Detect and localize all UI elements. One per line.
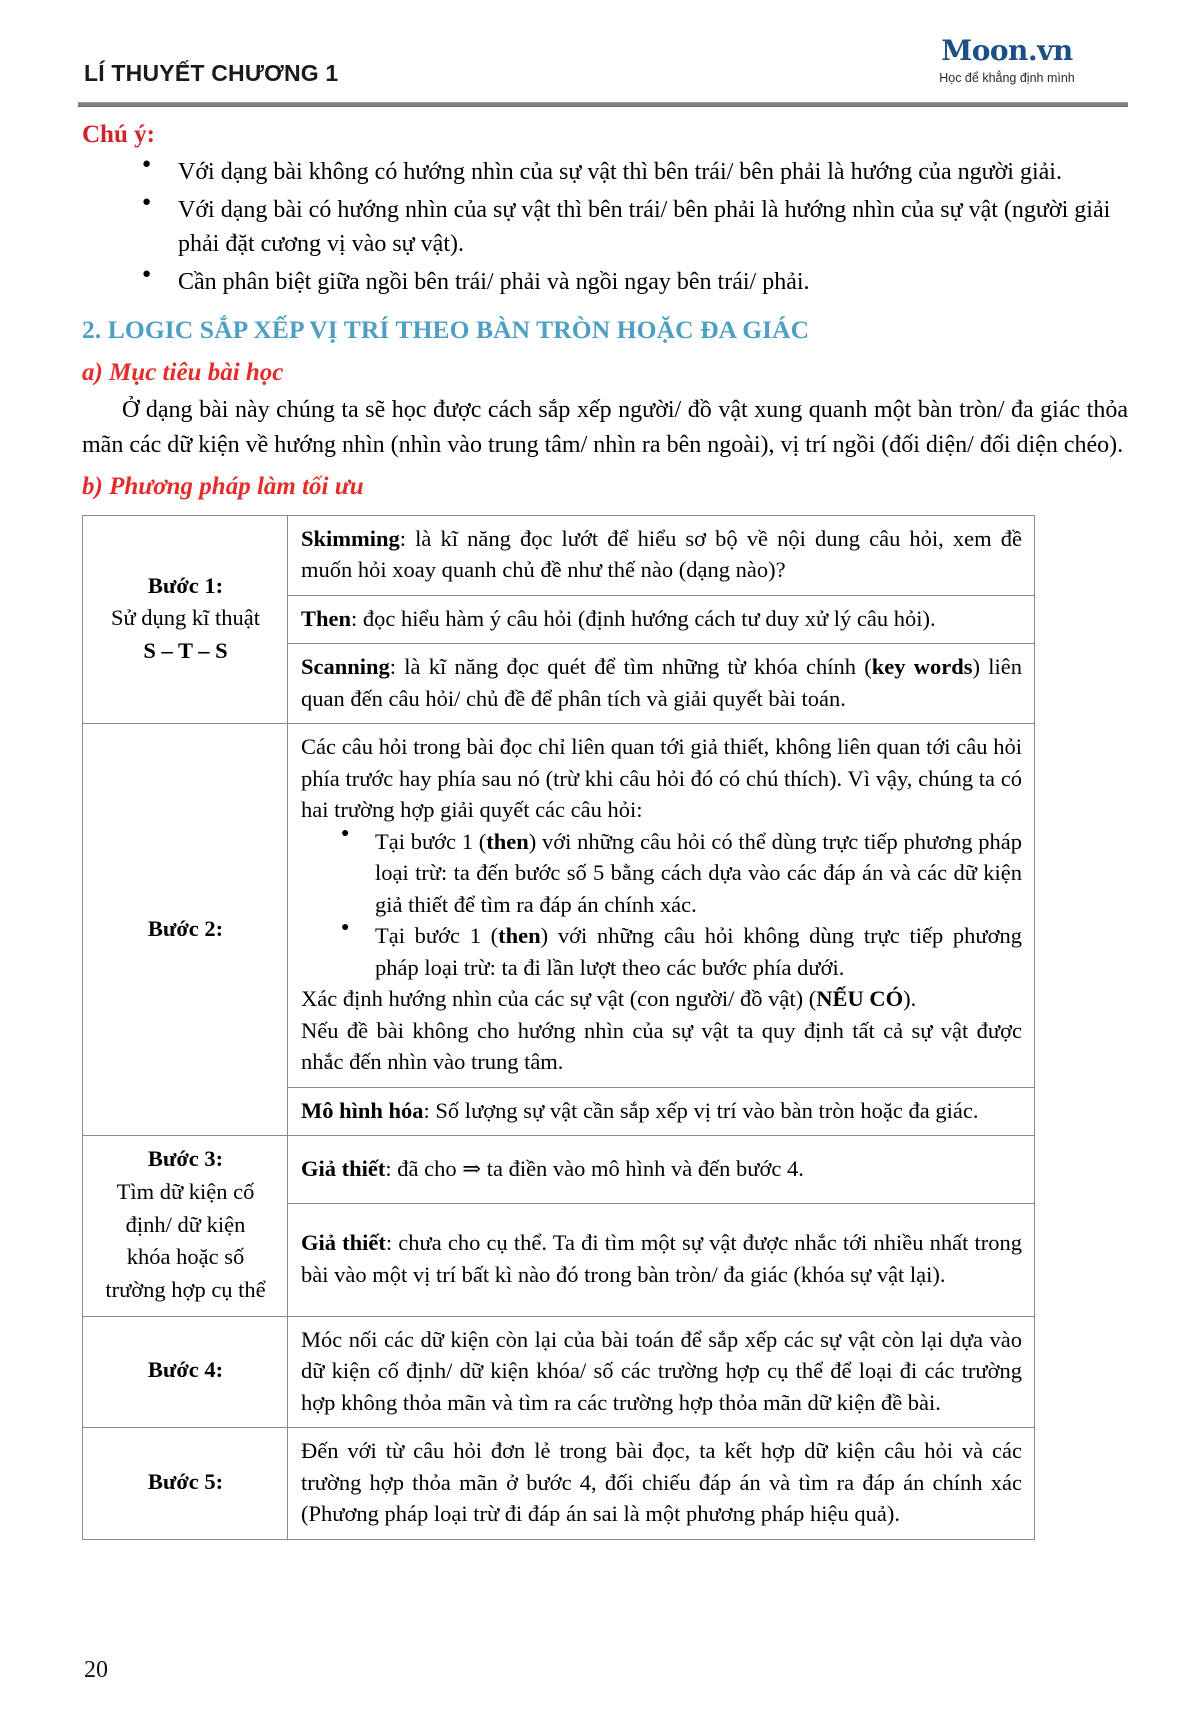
header-divider: [78, 102, 1128, 107]
step4-content-cell: [288, 1316, 1035, 1428]
step2-b1-part1: Tại bước 1 (: [375, 828, 487, 854]
step2-bullet-list: [301, 826, 1022, 984]
method-table: [82, 515, 1035, 1540]
page-number: 20: [84, 1657, 108, 1683]
subsection-heading-a: a) Mục tiêu bài học: [82, 359, 284, 387]
table-row: [83, 724, 1035, 1088]
scanning-term: Scanning: [301, 654, 390, 680]
step3-row1-cell: [288, 1136, 1035, 1204]
page-header: [78, 36, 1128, 98]
step3-label-sub3: khóa hoặc số: [126, 1244, 245, 1270]
skimming-term: Skimming: [301, 525, 400, 551]
scanning-desc-1: : là kĩ năng đọc quét để tìm những từ khóa chính (: [389, 654, 872, 680]
step3-label-main: Bước 3:: [147, 1146, 224, 1172]
step2-bullet-item: [335, 920, 1022, 983]
step2-label-cell: [83, 724, 288, 1136]
model-term: Mô hình hóa: [301, 1097, 424, 1123]
table-row: [83, 1316, 1035, 1428]
step5-label-main: Bước 5:: [147, 1468, 224, 1494]
scanning-keywords: key words: [871, 654, 973, 680]
table-row: [83, 515, 1035, 595]
subsection-heading-b: b) Phương pháp làm tối ưu: [82, 472, 364, 500]
hypothesis-given-desc: : đã cho ⇒ ta điền vào mô hình và đến bước 4.: [385, 1156, 804, 1182]
step2-b1-bold: then: [486, 828, 529, 854]
step2-line3-bold: NẾU CÓ: [816, 986, 904, 1012]
step1-label-sub2: S – T – S: [143, 637, 228, 663]
step3-label-sub4: trường hợp cụ thể: [105, 1276, 266, 1302]
hypothesis-given-term: Giả thiết: [301, 1156, 386, 1182]
brand-logo: [892, 36, 1122, 85]
model-desc: : Số lượng sự vật cần sắp xếp vị trí vào bàn tròn hoặc đa giác.: [423, 1097, 979, 1123]
step2-b2-part2: ) với những câu hỏi không dùng trực tiếp phương pháp loại trừ: ta đi lần lượt theo các bước phía dưới.: [375, 923, 1022, 980]
note-heading: Chú ý:: [82, 121, 155, 148]
step1-label-sub1: Sử dụng kĩ thuật: [110, 605, 261, 631]
hypothesis-unknown-desc: : chưa cho cụ thể. Ta đi tìm một sự vật được nhắc tới nhiều nhất trong bài vào một vị trí bất kì nào đó trong bàn tròn/ đa giác (khóa sự vật lại).: [301, 1230, 1022, 1287]
step3-label-cell: [83, 1136, 288, 1316]
note-bullet-list: [78, 155, 1128, 299]
chapter-title: LÍ THUYẾT CHƯƠNG 1: [84, 60, 339, 86]
step1-scanning-cell: [288, 644, 1035, 724]
step3-label-sub2: định/ dữ kiện: [125, 1211, 246, 1237]
table-row: [83, 1136, 1035, 1204]
note-bullet-item: ● Với dạng bài không có hướng nhìn của sự vật thì bên trái/ bên phải là hướng của người giải.: [134, 155, 1128, 189]
step2-intro: Các câu hỏi trong bài đọc chỉ liên quan tới giả thiết, không liên quan tới câu hỏi phía trước hay phía sau nó (trừ khi câu hỏi đó có chú thích). Vì vậy, chúng ta có hai trường hợp giải quyết các câu hỏi:: [301, 734, 1022, 823]
step2-main-cell: [288, 724, 1035, 1088]
step4-label-main: Bước 4:: [147, 1357, 224, 1383]
step2-b2-part1: Tại bước 1 (: [375, 923, 499, 949]
skimming-desc: : là kĩ năng đọc lướt để hiểu sơ bộ về nội dung câu hỏi, xem đề muốn hỏi xoay quanh chủ đề như thế nào (dạng nào)?: [301, 525, 1022, 583]
step4-label-cell: [83, 1316, 288, 1428]
step1-label-main: Bước 1:: [147, 572, 224, 598]
step2-line3-part1: Xác định hướng nhìn của các sự vật (con người/ đồ vật) (: [301, 986, 817, 1012]
brand-tagline: Học để khẳng định mình: [939, 71, 1075, 86]
note-bullet-item: ● Cần phân biệt giữa ngồi bên trái/ phải và ngồi ngay bên trái/ phải.: [134, 265, 1128, 299]
step2-line4: Nếu đề bài không cho hướng nhìn của sự vật ta quy định tất cả sự vật được nhắc đến nhìn vào trung tâm.: [301, 1017, 1022, 1075]
step1-then-cell: [288, 595, 1035, 644]
step1-label-cell: [83, 515, 288, 724]
step5-label-cell: [83, 1428, 288, 1540]
brand-name: Moon.vn: [941, 34, 1073, 67]
step2-line3-part2: ).: [903, 986, 917, 1012]
section-heading: 2. LOGIC SẮP XẾP VỊ TRÍ THEO BÀN TRÒN HOẶC ĐA GIÁC: [82, 315, 810, 345]
step2-label-main: Bước 2:: [147, 915, 224, 941]
scanning-desc-2: ) liên quan đến câu hỏi/ chủ đề để phân tích và giải quyết bài toán.: [301, 654, 1022, 711]
step2-b2-bold: then: [498, 923, 541, 949]
step2-line3: [301, 983, 1022, 1015]
step1-skimming-cell: [288, 515, 1035, 595]
step2-model-cell: [288, 1087, 1035, 1136]
step3-label-sub1: Tìm dữ kiện cố: [116, 1179, 255, 1205]
then-desc: : đọc hiểu hàm ý câu hỏi (định hướng cách tư duy xử lý câu hỏi).: [351, 605, 936, 631]
then-term: Then: [301, 605, 352, 631]
table-row: [83, 1428, 1035, 1540]
hypothesis-unknown-term: Giả thiết: [301, 1230, 386, 1256]
step5-content-cell: [288, 1428, 1035, 1540]
step2-bullet-item: [335, 826, 1022, 921]
step3-row2-cell: [288, 1204, 1035, 1316]
note-bullet-item: ● Với dạng bài có hướng nhìn của sự vật thì bên trái/ bên phải là hướng nhìn của sự vật (người giải phải đặt cương vị vào sự vật).: [134, 193, 1128, 261]
step2-b1-part2: ) với những câu hỏi có thể dùng trực tiếp phương pháp loại trừ: ta đến bước số 5 bằng cách dựa vào các đáp án và các dữ kiện giả thiết để tìm ra đáp án chính xác.: [375, 828, 1022, 917]
subsection-paragraph-a: Ở dạng bài này chúng ta sẽ học được cách sắp xếp người/ đồ vật xung quanh một bàn tròn/ đa giác thỏa mãn các dữ kiện về hướng nhìn (nhìn vào trung tâm/ nhìn ra bên ngoài), vị trí ngồi (đối diện/ đối diện chéo).: [82, 397, 1128, 459]
step5-text: Đến với từ câu hỏi đơn lẻ trong bài đọc, ta kết hợp dữ kiện câu hỏi và các trường hợp thỏa mãn ở bước 4, đối chiếu đáp án và tìm ra đáp án chính xác (Phương pháp loại trừ đi đáp án sai là một phương pháp hiệu quả).: [301, 1438, 1022, 1527]
step4-text: Móc nối các dữ kiện còn lại của bài toán để sắp xếp các sự vật còn lại dựa vào dữ kiện cố định/ dữ kiện khóa/ số các trường hợp cụ thể để loại đi các trường hợp không thỏa mãn và tìm ra các trường hợp thỏa mãn dữ kiện đề bài.: [301, 1326, 1022, 1415]
